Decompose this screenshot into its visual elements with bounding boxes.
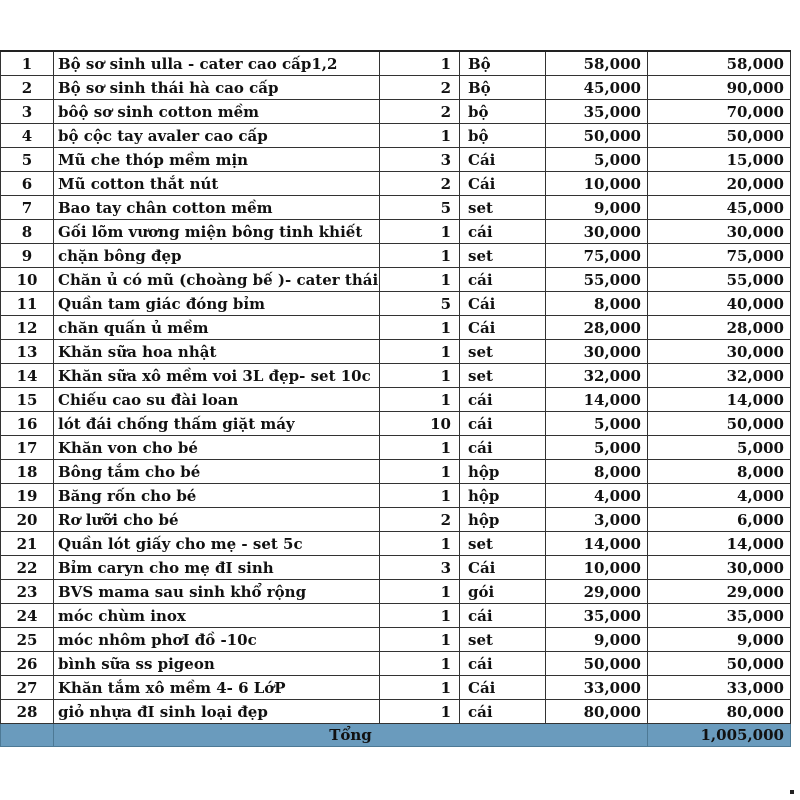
unit-price-cell[interactable]: 30,000 [546,220,648,244]
quantity-cell[interactable]: 1 [380,700,460,724]
unit-cell[interactable]: gói [460,580,546,604]
amount-cell[interactable]: 8,000 [648,460,791,484]
row-number-cell[interactable]: 5 [1,148,54,172]
unit-price-cell[interactable]: 14,000 [546,388,648,412]
total-spacer-cell[interactable] [1,724,54,747]
unit-price-cell[interactable]: 3,000 [546,508,648,532]
row-number-cell[interactable]: 14 [1,364,54,388]
amount-cell[interactable]: 45,000 [648,196,791,220]
quantity-cell[interactable]: 1 [380,268,460,292]
row-number-cell[interactable]: 9 [1,244,54,268]
table-row [1,172,791,196]
quantity-cell[interactable]: 1 [380,484,460,508]
item-name-cell[interactable]: Quần lót giấy cho mẹ - set 5c [54,532,380,556]
row-number-cell[interactable]: 18 [1,460,54,484]
quantity-cell[interactable]: 2 [380,172,460,196]
item-name-cell[interactable]: chăn quấn ủ mềm [54,316,380,340]
row-number-cell[interactable]: 20 [1,508,54,532]
unit-cell[interactable]: cái [460,220,546,244]
unit-cell[interactable]: cái [460,436,546,460]
unit-price-cell[interactable]: 35,000 [546,100,648,124]
unit-price-cell[interactable]: 75,000 [546,244,648,268]
unit-cell[interactable]: set [460,364,546,388]
table-row [1,244,791,268]
unit-cell[interactable]: bộ [460,100,546,124]
item-name-cell[interactable]: Băng rốn cho bé [54,484,380,508]
table-row [1,700,791,724]
row-number-cell[interactable]: 25 [1,628,54,652]
item-name-cell[interactable]: Khăn tắm xô mềm 4- 6 LớP [54,676,380,700]
item-name-cell[interactable]: Bao tay chân cotton mềm [54,196,380,220]
quantity-cell[interactable]: 1 [380,51,460,76]
unit-price-cell[interactable]: 5,000 [546,436,648,460]
amount-cell[interactable]: 90,000 [648,76,791,100]
row-number-cell[interactable]: 28 [1,700,54,724]
unit-cell[interactable]: Cái [460,316,546,340]
unit-cell[interactable]: set [460,244,546,268]
item-name-cell[interactable]: Gối lõm vương miện bông tinh khiết [54,220,380,244]
total-row [1,724,791,747]
row-number-cell[interactable]: 12 [1,316,54,340]
table-row [1,268,791,292]
unit-cell[interactable]: set [460,532,546,556]
item-name-cell[interactable]: chặn bông đẹp [54,244,380,268]
item-name-cell[interactable]: móc chùm inox [54,604,380,628]
amount-cell[interactable]: 14,000 [648,532,791,556]
amount-cell[interactable]: 30,000 [648,556,791,580]
amount-cell[interactable]: 75,000 [648,244,791,268]
row-number-cell[interactable]: 15 [1,388,54,412]
table-row [1,76,791,100]
table-row [1,532,791,556]
table-row [1,652,791,676]
unit-cell[interactable]: set [460,628,546,652]
quantity-cell[interactable]: 1 [380,316,460,340]
table-row [1,51,791,76]
table-row [1,100,791,124]
unit-cell[interactable]: cái [460,412,546,436]
row-number-cell[interactable]: 16 [1,412,54,436]
unit-cell[interactable]: hộp [460,508,546,532]
unit-cell[interactable]: Cái [460,172,546,196]
item-name-cell[interactable]: BVS mama sau sinh khổ rộng [54,580,380,604]
quantity-cell[interactable]: 1 [380,628,460,652]
row-number-cell[interactable]: 6 [1,172,54,196]
items-table [0,50,791,747]
amount-cell[interactable]: 70,000 [648,100,791,124]
amount-cell[interactable]: 40,000 [648,292,791,316]
unit-cell[interactable]: Bộ [460,76,546,100]
unit-price-cell[interactable]: 29,000 [546,580,648,604]
amount-cell[interactable]: 80,000 [648,700,791,724]
amount-cell[interactable]: 58,000 [648,51,791,76]
unit-price-cell[interactable]: 28,000 [546,316,648,340]
table-row [1,484,791,508]
row-number-cell[interactable]: 7 [1,196,54,220]
unit-cell[interactable]: cái [460,388,546,412]
unit-price-cell[interactable]: 58,000 [546,51,648,76]
item-name-cell[interactable]: Rơ lưỡi cho bé [54,508,380,532]
item-name-cell[interactable]: Mũ cotton thắt nút [54,172,380,196]
item-name-cell[interactable]: Khăn sữa hoa nhật [54,340,380,364]
item-name-cell[interactable]: Bỉm caryn cho mẹ đI sinh [54,556,380,580]
item-name-cell[interactable]: Mũ che thóp mềm mịn [54,148,380,172]
row-number-cell[interactable]: 26 [1,652,54,676]
unit-price-cell[interactable]: 9,000 [546,628,648,652]
amount-cell[interactable]: 28,000 [648,316,791,340]
row-number-cell[interactable]: 10 [1,268,54,292]
amount-cell[interactable]: 15,000 [648,148,791,172]
quantity-cell[interactable]: 5 [380,292,460,316]
row-number-cell[interactable]: 24 [1,604,54,628]
item-name-cell[interactable]: lót đái chống thấm giặt máy [54,412,380,436]
unit-price-cell[interactable]: 55,000 [546,268,648,292]
total-value[interactable]: 1,005,000 [648,724,791,747]
quantity-cell[interactable]: 10 [380,412,460,436]
amount-cell[interactable]: 4,000 [648,484,791,508]
row-number-cell[interactable]: 21 [1,532,54,556]
quantity-cell[interactable]: 1 [380,436,460,460]
table-row [1,508,791,532]
item-name-cell[interactable]: Khăn von cho bé [54,436,380,460]
table-row [1,628,791,652]
unit-cell[interactable]: bộ [460,124,546,148]
quantity-cell[interactable]: 2 [380,76,460,100]
unit-cell[interactable]: Cái [460,556,546,580]
unit-price-cell[interactable]: 8,000 [546,460,648,484]
table-row [1,676,791,700]
quantity-cell[interactable]: 5 [380,196,460,220]
table-row [1,220,791,244]
table-row [1,388,791,412]
table-row [1,556,791,580]
table-row [1,148,791,172]
item-name-cell[interactable]: bôộ sơ sinh cotton mềm [54,100,380,124]
unit-cell[interactable]: Cái [460,148,546,172]
quantity-cell[interactable]: 1 [380,364,460,388]
quantity-cell[interactable]: 1 [380,532,460,556]
amount-cell[interactable]: 9,000 [648,628,791,652]
table-row [1,580,791,604]
row-number-cell[interactable]: 27 [1,676,54,700]
unit-price-cell[interactable]: 50,000 [546,124,648,148]
quantity-cell[interactable]: 1 [380,460,460,484]
unit-price-cell[interactable]: 80,000 [546,700,648,724]
unit-cell[interactable]: cái [460,268,546,292]
table-row [1,364,791,388]
item-name-cell[interactable]: Chiếu cao su đài loan [54,388,380,412]
total-label[interactable]: Tổng [54,724,648,747]
fill-handle[interactable] [790,790,794,794]
item-name-cell[interactable]: bình sữa ss pigeon [54,652,380,676]
row-number-cell[interactable]: 4 [1,124,54,148]
unit-price-cell[interactable]: 10,000 [546,172,648,196]
item-name-cell[interactable]: Bộ sơ sinh ulla - cater cao cấp1,2 [54,51,380,76]
amount-cell[interactable]: 6,000 [648,508,791,532]
item-name-cell[interactable]: Chăn ủ có mũ (choàng bế )- cater thái [54,268,380,292]
unit-cell[interactable]: Cái [460,292,546,316]
item-name-cell[interactable]: giỏ nhựa đI sinh loại đẹp [54,700,380,724]
row-number-cell[interactable]: 2 [1,76,54,100]
spreadsheet [0,50,790,747]
quantity-cell[interactable]: 3 [380,556,460,580]
quantity-cell[interactable]: 2 [380,508,460,532]
unit-cell[interactable]: cái [460,604,546,628]
unit-cell[interactable]: set [460,196,546,220]
quantity-cell[interactable]: 1 [380,388,460,412]
amount-cell[interactable]: 33,000 [648,676,791,700]
row-number-cell[interactable]: 3 [1,100,54,124]
unit-price-cell[interactable]: 33,000 [546,676,648,700]
amount-cell[interactable]: 50,000 [648,652,791,676]
quantity-cell[interactable]: 1 [380,244,460,268]
amount-cell[interactable]: 50,000 [648,412,791,436]
amount-cell[interactable]: 29,000 [648,580,791,604]
amount-cell[interactable]: 5,000 [648,436,791,460]
row-number-cell[interactable]: 17 [1,436,54,460]
unit-cell[interactable]: set [460,340,546,364]
unit-cell[interactable]: hộp [460,460,546,484]
unit-cell[interactable]: cái [460,652,546,676]
quantity-cell[interactable]: 2 [380,100,460,124]
unit-price-cell[interactable]: 32,000 [546,364,648,388]
item-name-cell[interactable]: Khăn sữa xô mềm voi 3L đẹp- set 10c [54,364,380,388]
quantity-cell[interactable]: 1 [380,580,460,604]
unit-price-cell[interactable]: 5,000 [546,148,648,172]
row-number-cell[interactable]: 22 [1,556,54,580]
quantity-cell[interactable]: 3 [380,148,460,172]
row-number-cell[interactable]: 13 [1,340,54,364]
item-name-cell[interactable]: bộ cộc tay avaler cao cấp [54,124,380,148]
item-name-cell[interactable]: Bộ sơ sinh thái hà cao cấp [54,76,380,100]
row-number-cell[interactable]: 11 [1,292,54,316]
amount-cell[interactable]: 50,000 [648,124,791,148]
amount-cell[interactable]: 14,000 [648,388,791,412]
table-row [1,196,791,220]
unit-price-cell[interactable]: 45,000 [546,76,648,100]
table-row [1,292,791,316]
unit-price-cell[interactable]: 50,000 [546,652,648,676]
row-number-cell[interactable]: 8 [1,220,54,244]
unit-cell[interactable]: Cái [460,676,546,700]
amount-cell[interactable]: 32,000 [648,364,791,388]
quantity-cell[interactable]: 1 [380,220,460,244]
table-row [1,460,791,484]
table-row [1,604,791,628]
item-name-cell[interactable]: Bông tắm cho bé [54,460,380,484]
unit-price-cell[interactable]: 14,000 [546,532,648,556]
row-number-cell[interactable]: 1 [1,51,54,76]
unit-price-cell[interactable]: 9,000 [546,196,648,220]
amount-cell[interactable]: 20,000 [648,172,791,196]
item-name-cell[interactable]: móc nhôm phơI đồ -10c [54,628,380,652]
table-row [1,124,791,148]
table-row [1,412,791,436]
row-number-cell[interactable]: 19 [1,484,54,508]
unit-price-cell[interactable]: 10,000 [546,556,648,580]
quantity-cell[interactable]: 1 [380,604,460,628]
quantity-cell[interactable]: 1 [380,340,460,364]
unit-price-cell[interactable]: 5,000 [546,412,648,436]
quantity-cell[interactable]: 1 [380,676,460,700]
amount-cell[interactable]: 30,000 [648,340,791,364]
unit-price-cell[interactable]: 30,000 [546,340,648,364]
unit-price-cell[interactable]: 4,000 [546,484,648,508]
table-row [1,316,791,340]
unit-cell[interactable]: Bộ [460,51,546,76]
table-row [1,436,791,460]
unit-cell[interactable]: cái [460,700,546,724]
item-name-cell[interactable]: Quần tam giác đóng bỉm [54,292,380,316]
quantity-cell[interactable]: 1 [380,124,460,148]
amount-cell[interactable]: 30,000 [648,220,791,244]
quantity-cell[interactable]: 1 [380,652,460,676]
table-row [1,340,791,364]
unit-price-cell[interactable]: 8,000 [546,292,648,316]
unit-cell[interactable]: hộp [460,484,546,508]
amount-cell[interactable]: 55,000 [648,268,791,292]
amount-cell[interactable]: 35,000 [648,604,791,628]
row-number-cell[interactable]: 23 [1,580,54,604]
unit-price-cell[interactable]: 35,000 [546,604,648,628]
